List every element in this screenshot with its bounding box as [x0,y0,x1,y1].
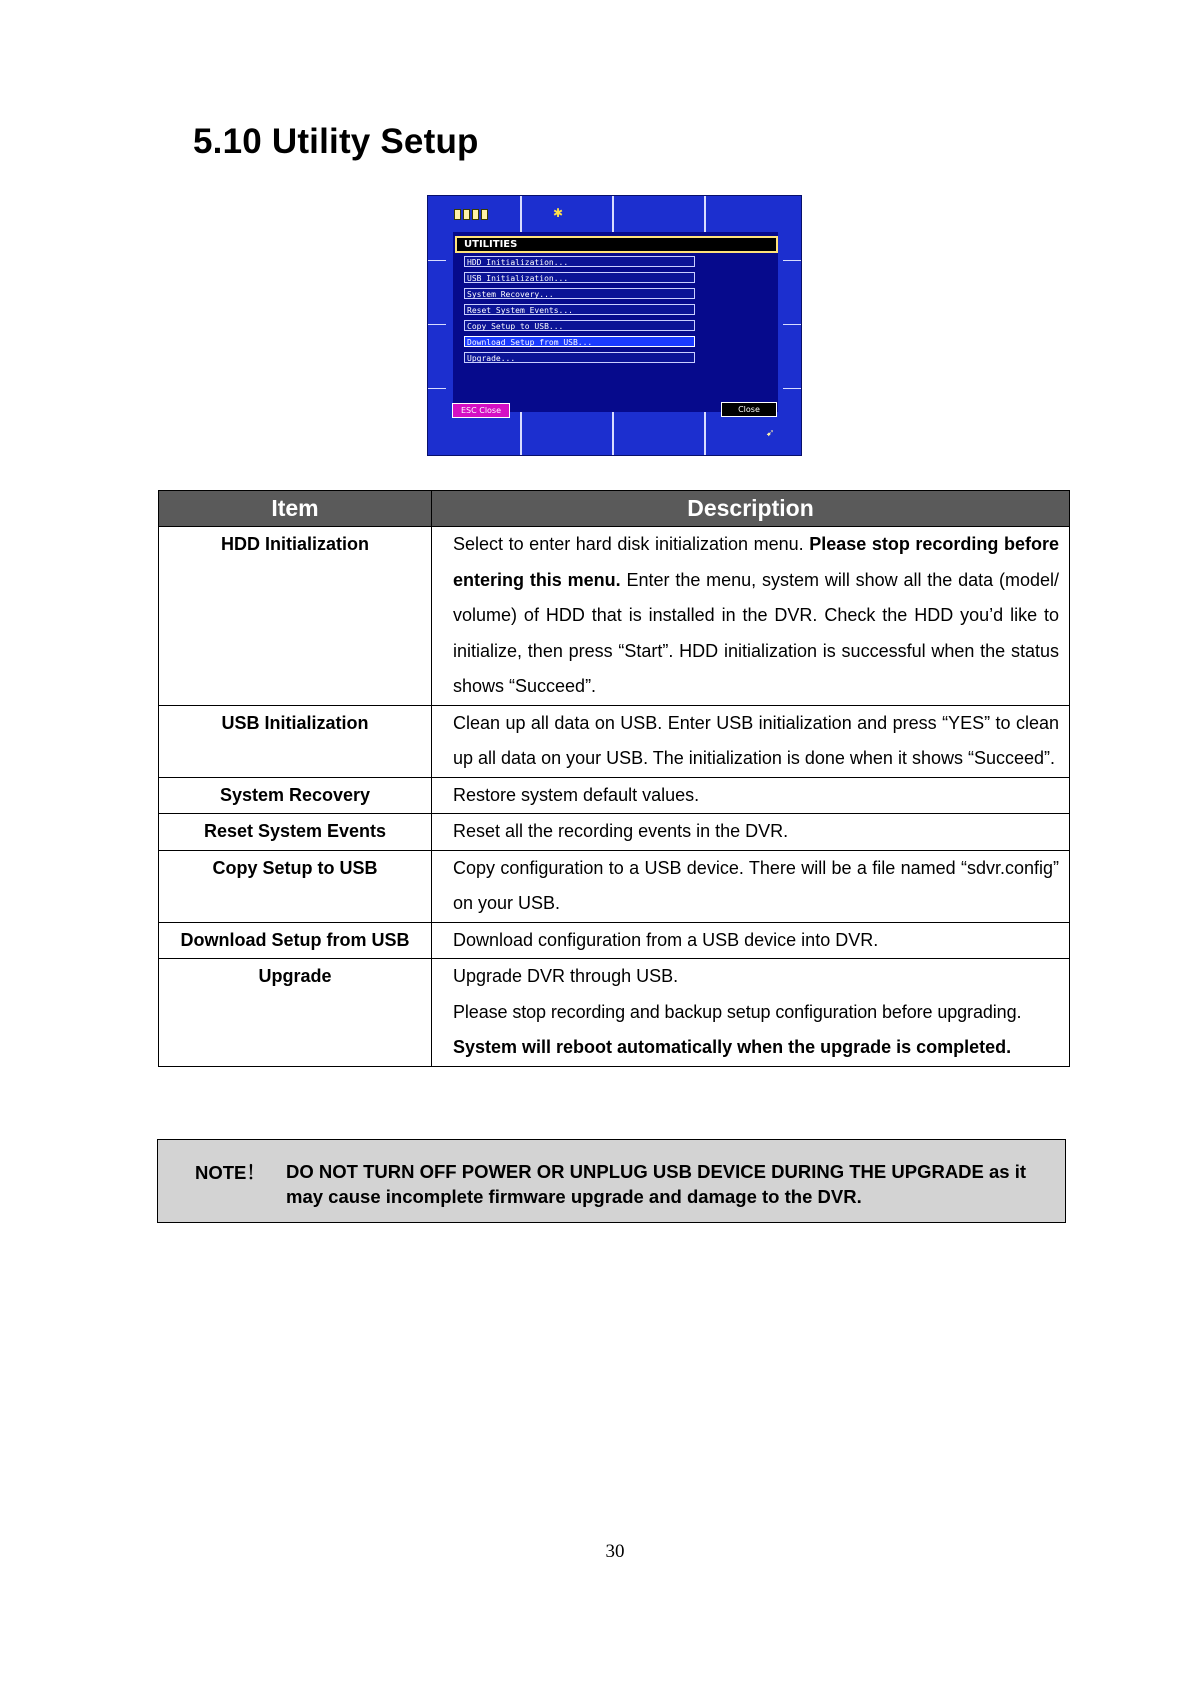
note-box [157,1139,1066,1223]
row-description: Copy configuration to a USB device. There will be a file named “sdvr.config” on your USB. [432,850,1070,922]
menu-item-usb-initialization[interactable]: USB Initialization... [464,272,695,283]
desc-warning: Please stop recording before entering this menu. [453,534,1059,590]
grid-tick [783,324,801,325]
header-description: Description [432,491,1070,527]
table-row [159,777,1070,814]
table-row [159,959,1070,1067]
row-item: HDD Initialization [159,527,432,706]
panel-title: UTILITIES [455,236,778,253]
page-title: 5.10 Utility Setup [193,122,479,161]
desc-text: Select to enter hard disk initialization menu. [453,534,804,554]
status-icon: ✱ [553,206,564,220]
table-row [159,922,1070,959]
row-item: Upgrade [159,959,432,1067]
row-description: Restore system default values. [432,777,1070,814]
grid-tick [428,260,446,261]
page-number: 30 [605,1541,625,1562]
channel-icons [454,209,488,220]
row-description: Clean up all data on USB. Enter USB initialization and press “YES” to clean up all data on your USB. The initialization is done when it shows “Succeed”. [432,705,1070,777]
grid-tick [783,260,801,261]
row-item: System Recovery [159,777,432,814]
row-description: Reset all the recording events in the DVR. [432,814,1070,851]
desc-line: Please stop recording and backup setup configuration before upgrading. [453,1001,1022,1022]
grid-tick [783,388,801,389]
row-item: Download Setup from USB [159,922,432,959]
table-row [159,705,1070,777]
desc-text: Enter the menu, system will show all the data (model/ volume) of HDD that is installed in the DVR. Check the HDD you’d like to initialize, then press “Start”. HDD initialization is successful when the status shows “Succeed”. [453,569,1059,696]
mouse-cursor-icon: ➹ [766,428,775,439]
row-item: Reset System Events [159,814,432,851]
table-header-row [159,491,1070,527]
dvr-utilities-screenshot [427,195,802,456]
menu-item-hdd-initialization[interactable]: HDD Initialization... [464,256,695,267]
grid-tick [428,388,446,389]
esc-close-button[interactable]: ESC Close [452,403,510,418]
menu-item-system-recovery[interactable]: System Recovery... [464,288,695,299]
table-row [159,850,1070,922]
menu-item-download-setup-from-usb[interactable]: Download Setup from USB... [464,336,695,347]
utility-items-table [158,490,1070,1067]
header-item: Item [159,491,432,527]
row-description: Download configuration from a USB device into DVR. [432,922,1070,959]
menu-item-reset-system-events[interactable]: Reset System Events... [464,304,695,315]
table-row [159,814,1070,851]
note-text: DO NOT TURN OFF POWER OR UNPLUG USB DEVICE DURING THE UPGRADE as it may cause incomplete firmware upgrade and damage to the DVR. [286,1161,1027,1207]
row-item: USB Initialization [159,705,432,777]
menu-item-upgrade[interactable]: Upgrade... [464,352,695,363]
close-button[interactable]: Close [721,402,777,417]
desc-line: Upgrade DVR through USB. [453,966,679,986]
table-row [159,527,1070,706]
utilities-panel [453,232,778,412]
row-item: Copy Setup to USB [159,850,432,922]
row-description [432,959,1070,1067]
menu-item-copy-setup-to-usb[interactable]: Copy Setup to USB... [464,320,695,331]
row-description [432,527,1070,706]
grid-tick [428,324,446,325]
desc-line-bold: System will reboot automatically when the upgrade is completed. [453,1037,1012,1057]
note-label: NOTE！ [195,1162,265,1183]
